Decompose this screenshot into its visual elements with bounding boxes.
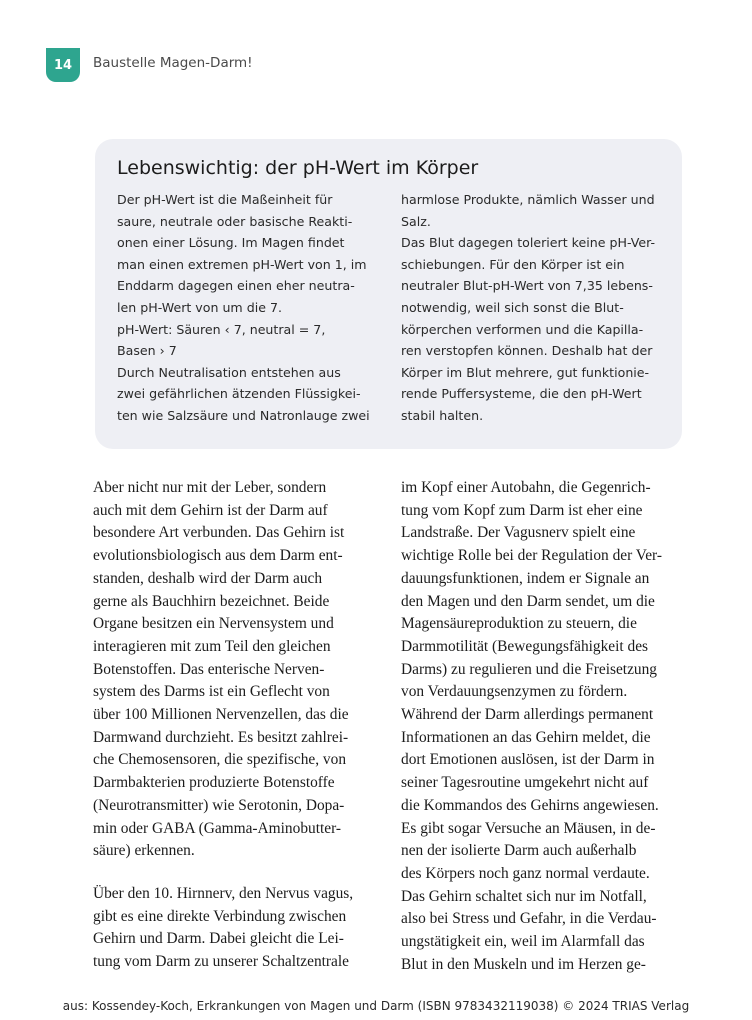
body-line: gibt es eine direkte Verbindung zwischen <box>93 907 347 925</box>
info-box-line: stabil halten. <box>401 407 484 423</box>
body-line: nen der isolierte Darm auch außerhalb <box>401 842 637 860</box>
info-box-line: pH-Wert: Säuren ‹ 7, neutral = 7, <box>117 321 326 337</box>
info-box-line: ten wie Salzsäure und Natronlauge zwei <box>117 407 370 423</box>
source-footer: aus: Kossendey-Koch, Erkrankungen von Magen und Darm (ISBN 9783432119038) © 2024 TRIAS Verlag <box>62 999 690 1013</box>
paragraph-gap <box>93 863 383 883</box>
info-box-line: man einen extremen pH-Wert von 1, im <box>117 256 367 272</box>
body-line: che Chemosensoren, die spezifische, von <box>93 751 347 769</box>
info-box <box>95 139 682 449</box>
info-box-line: ren verstopfen können. Deshalb hat der <box>401 343 653 359</box>
info-box-line: len pH-Wert von um die 7. <box>117 299 282 315</box>
body-line: besondere Art verbunden. Das Gehirn ist <box>93 524 345 542</box>
info-box-title: Lebenswichtig: der pH-Wert im Körper <box>117 157 479 179</box>
info-box-line: Basen › 7 <box>117 343 177 359</box>
info-box-line: Das Blut dagegen toleriert keine pH-Ver- <box>401 235 656 251</box>
body-line: wichtige Rolle bei der Regulation der Ver- <box>401 547 662 565</box>
body-line: Magensäureproduktion zu steuern, die <box>401 615 637 633</box>
body-line: Darms) zu regulieren und die Freisetzung <box>401 660 657 678</box>
page-number-badge <box>46 48 80 82</box>
info-box-line: notwendig, weil sich sonst die Blut- <box>401 299 624 315</box>
body-line: tung vom Darm zu unserer Schaltzentrale <box>93 953 349 971</box>
info-box-line: Enddarm dagegen einen eher neutra- <box>117 278 355 294</box>
info-box-line: Salz. <box>401 213 431 229</box>
body-line: Organe besitzen ein Nervensystem und <box>93 615 334 633</box>
body-line: Darmmotilität (Bewegungsfähigkeit des <box>401 637 649 655</box>
body-line: Während der Darm allerdings permanent <box>401 706 654 724</box>
info-box-left-column <box>117 189 379 427</box>
body-line: min oder GABA (Gamma-Aminobutter- <box>93 819 342 837</box>
body-line: dauungsfunktionen, indem er Signale an <box>401 569 650 587</box>
body-line: Es gibt sogar Versuche an Mäusen, in de- <box>401 819 656 837</box>
body-line: Darmwand durchzieht. Es besitzt zahlrei- <box>93 728 349 746</box>
body-line: Botenstoffen. Das enterische Nerven- <box>93 660 325 678</box>
body-line: des Körpers noch ganz normal verdaute. <box>401 864 650 882</box>
body-line: säure) erkennen. <box>93 842 195 860</box>
body-line: seiner Tagesroutine umgekehrt nicht auf <box>401 774 649 792</box>
body-right-column <box>401 477 691 976</box>
body-line: Blut in den Muskeln und im Herzen ge- <box>401 955 646 973</box>
body-line: über 100 Millionen Nervenzellen, das die <box>93 706 349 724</box>
info-box-line: harmlose Produkte, nämlich Wasser und <box>401 192 655 207</box>
body-line: den Magen und den Darm sendet, um die <box>401 592 655 610</box>
body-line: Darmbakterien produzierte Botenstoffe <box>93 774 335 792</box>
body-line: Landstraße. Der Vagusnerv spielt eine <box>401 524 636 542</box>
body-line: im Kopf einer Autobahn, die Gegenrich- <box>401 479 651 496</box>
info-box-line: rende Puffersysteme, die den pH-Wert <box>401 386 642 402</box>
body-line: ungstätigkeit ein, weil im Alarmfall das <box>401 933 645 951</box>
body-line: also bei Stress und Gefahr, in die Verdau- <box>401 910 657 928</box>
info-box-line: zwei gefährlichen ätzenden Flüssigkei- <box>117 386 361 402</box>
info-box-right-column <box>401 189 671 427</box>
body-line: gerne als Bauchhirn bezeichnet. Beide <box>93 592 330 610</box>
body-paragraph <box>93 883 383 974</box>
body-left-column <box>93 477 383 974</box>
body-line: (Neurotransmitter) wie Serotonin, Dopa- <box>93 796 345 814</box>
info-box-line: neutraler Blut-pH-Wert von 7,35 lebens- <box>401 278 653 294</box>
body-line: Informationen an das Gehirn meldet, die <box>401 728 651 746</box>
info-box-line: körperchen verformen und die Kapilla- <box>401 321 644 337</box>
body-line: die Kommandos des Gehirns angewiesen. <box>401 796 659 814</box>
info-box-line: onen einer Lösung. Im Magen findet <box>117 235 345 251</box>
info-box-line: saure, neutrale oder basische Reakti- <box>117 213 353 229</box>
body-line: Aber nicht nur mit der Leber, sondern <box>93 479 327 496</box>
body-line: evolutionsbiologisch aus dem Darm ent- <box>93 547 343 565</box>
body-line: Gehirn und Darm. Dabei gleicht die Lei- <box>93 930 344 948</box>
body-paragraph <box>93 477 383 863</box>
info-box-line: Körper im Blut mehrere, gut funktionie- <box>401 364 650 380</box>
body-line: system des Darms ist ein Geflecht von <box>93 683 330 701</box>
body-line: Über den 10. Hirnnerv, den Nervus vagus, <box>93 884 354 902</box>
body-line: interagieren mit zum Teil den gleichen <box>93 637 331 655</box>
body-line: von Verdauungsenzymen zu fördern. <box>401 683 628 701</box>
info-box-line: schiebungen. Für den Körper ist ein <box>401 256 625 272</box>
body-line: tung vom Kopf zum Darm ist eher eine <box>401 501 643 519</box>
running-head: Baustelle Magen-Darm! <box>93 55 253 71</box>
body-line: standen, deshalb wird der Darm auch <box>93 569 323 587</box>
info-box-line: Durch Neutralisation entstehen aus <box>117 364 341 380</box>
info-box-line: Der pH-Wert ist die Maßeinheit für <box>117 192 333 207</box>
body-line: Das Gehirn schaltet sich nur im Notfall, <box>401 887 647 905</box>
body-line: dort Emotionen auslösen, ist der Darm in <box>401 751 655 769</box>
body-line: auch mit dem Gehirn ist der Darm auf <box>93 501 328 519</box>
page-number: 14 <box>53 57 73 73</box>
